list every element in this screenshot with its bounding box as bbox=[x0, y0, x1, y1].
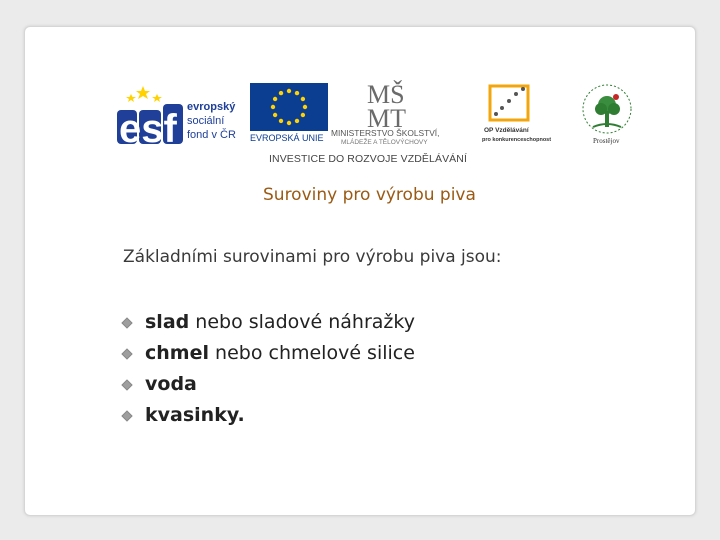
bullet-icon bbox=[121, 348, 132, 359]
esf-line3: fond v ČR bbox=[187, 129, 236, 141]
slide-title: Suroviny pro výrobu piva bbox=[263, 185, 476, 205]
eu-star-icon bbox=[303, 105, 307, 109]
item-bold: voda bbox=[145, 373, 197, 395]
msmt-line2: MLÁDEŽE A TĚLOVÝCHOVY bbox=[341, 139, 428, 145]
list-item bbox=[123, 369, 415, 400]
op-vzdelavani-logo bbox=[482, 82, 557, 146]
item-bold: chmel bbox=[145, 342, 209, 364]
ingredient-list bbox=[123, 307, 415, 431]
eu-flag-logo bbox=[250, 83, 328, 143]
list-item bbox=[123, 338, 415, 369]
op-line2: pro konkurenceschopnost bbox=[482, 137, 552, 143]
eu-star-icon bbox=[287, 121, 291, 125]
msmt-logo bbox=[331, 79, 465, 145]
msmt-mark-top: MŠ bbox=[367, 80, 405, 109]
eu-star-icon bbox=[273, 113, 277, 117]
eu-star-icon bbox=[301, 113, 305, 117]
item-rest: nebo sladové náhražky bbox=[189, 311, 415, 333]
op-line1: OP Vzdělávání bbox=[484, 127, 529, 134]
eu-star-icon bbox=[271, 105, 275, 109]
bullet-icon bbox=[121, 410, 132, 421]
school-logo bbox=[571, 77, 643, 149]
eu-label: EVROPSKÁ UNIE bbox=[250, 133, 324, 143]
eu-star-icon bbox=[279, 91, 283, 95]
list-item bbox=[123, 400, 415, 431]
item-bold: slad bbox=[145, 311, 190, 333]
eu-star-icon bbox=[287, 89, 291, 93]
esf-line1: evropský bbox=[187, 101, 236, 113]
msmt-line1: MINISTERSTVO ŠKOLSTVÍ, bbox=[331, 128, 440, 138]
investice-banner: INVESTICE DO ROZVOJE VZDĚLÁVÁNÍ bbox=[269, 153, 467, 165]
esf-logo bbox=[115, 82, 245, 147]
eu-star-icon bbox=[273, 97, 277, 101]
eu-star-icon bbox=[295, 119, 299, 123]
eu-star-icon bbox=[301, 97, 305, 101]
esf-mark: esf bbox=[119, 107, 177, 147]
bullet-icon bbox=[121, 317, 132, 328]
eu-star-icon bbox=[295, 91, 299, 95]
eu-star-icon bbox=[279, 119, 283, 123]
item-rest: nebo chmelové silice bbox=[209, 342, 415, 364]
esf-line2: sociální bbox=[187, 115, 225, 127]
intro-text: Základními surovinami pro výrobu piva jsou: bbox=[123, 247, 502, 267]
bullet-icon bbox=[121, 379, 132, 390]
slide bbox=[24, 26, 696, 516]
school-text: Prostějov bbox=[593, 137, 620, 145]
msmt-mark-bottom: MT bbox=[367, 104, 406, 133]
list-item bbox=[123, 307, 415, 338]
item-bold: kvasinky. bbox=[145, 404, 245, 426]
